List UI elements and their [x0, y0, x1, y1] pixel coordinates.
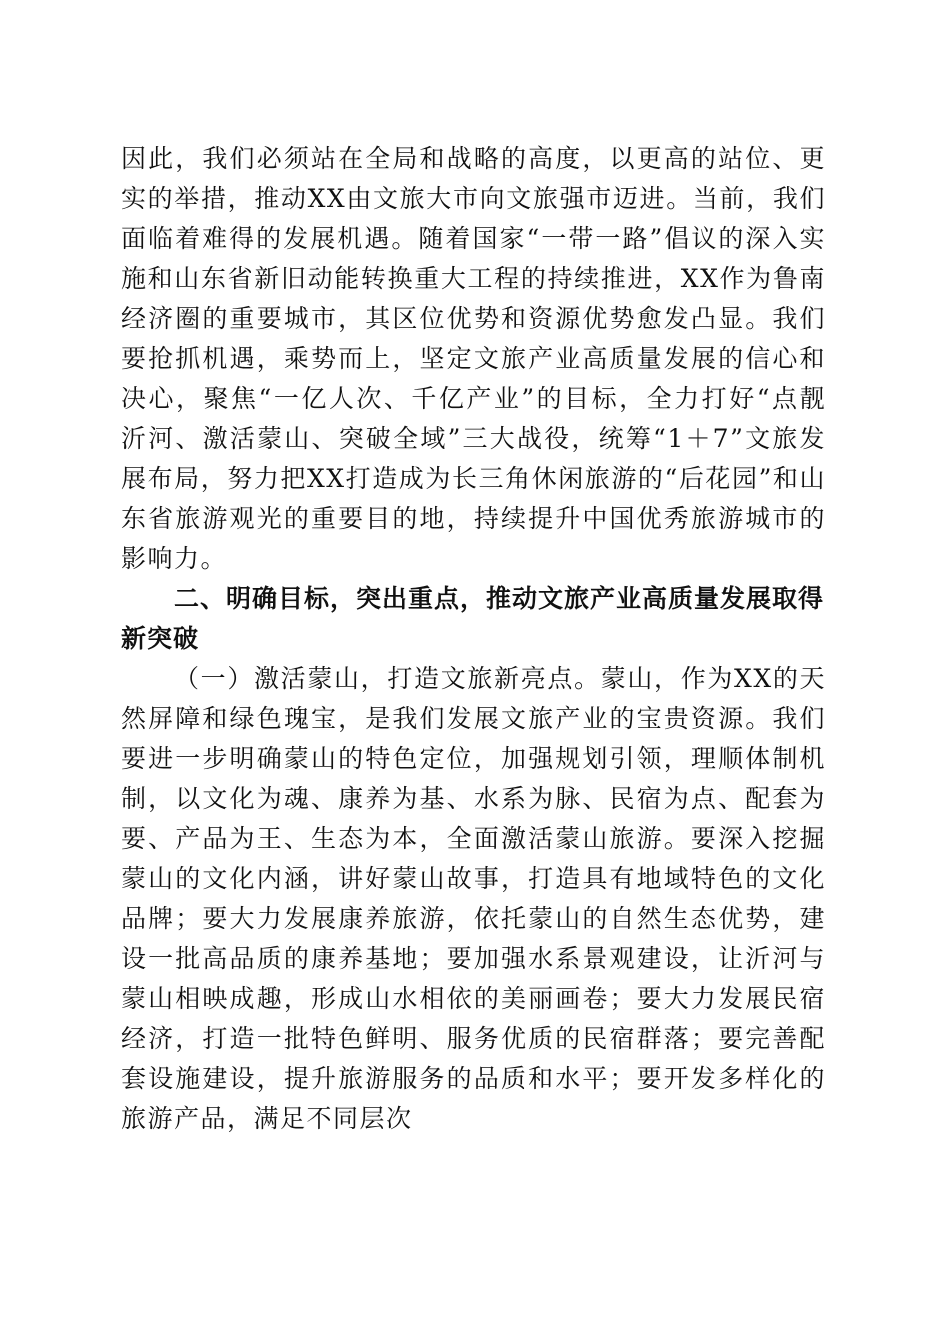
document-body	[121, 139, 826, 1139]
body-paragraph-mengshan: （一）激活蒙山，打造文旅新亮点。蒙山，作为XX的天然屏障和绿色瑰宝，是我们发展文旅产业的宝贵资源。我们要进一步明确蒙山的特色定位，加强规划引领，理顺体制机制，以文化为魂、康养为基、水系为脉、民宿为点、配套为要、产品为王、生态为本，全面激活蒙山旅游。要深入挖掘蒙山的文化内涵，讲好蒙山故事，打造具有地域特色的文化品牌；要大力发展康养旅游，依托蒙山的自然生态优势，建设一批高品质的康养基地；要加强水系景观建设，让沂河与蒙山相映成趣，形成山水相依的美丽画卷；要大力发展民宿经济，打造一批特色鲜明、服务优质的民宿群落；要完善配套设施建设，提升旅游服务的品质和水平；要开发多样化的旅游产品，满足不同层次	[121, 664, 826, 1133]
body-paragraph-continued: 因此，我们必须站在全局和战略的高度，以更高的站位、更实的举措，推动XX由文旅大市向文旅强市迈进。当前，我们面临着难得的发展机遇。随着国家“一带一路”倡议的深入实施和山东省新旧动能转换重大工程的持续推进，XX作为鲁南经济圈的重要城市，其区位优势和资源优势愈发凸显。我们要抢抓机遇，乘势而上，坚定文旅产业高质量发展的信心和决心，聚焦“一亿人次、千亿产业”的目标，全力打好“点靓沂河、激活蒙山、突破全域”三大战役，统筹“1＋7”文旅发展布局，努力把XX打造成为长三角休闲旅游的“后花园”和山东省旅游观光的重要目的地，持续提升中国优秀旅游城市的影响力。	[121, 144, 826, 573]
section-heading: 二、明确目标，突出重点，推动文旅产业高质量发展取得新突破	[121, 584, 825, 653]
